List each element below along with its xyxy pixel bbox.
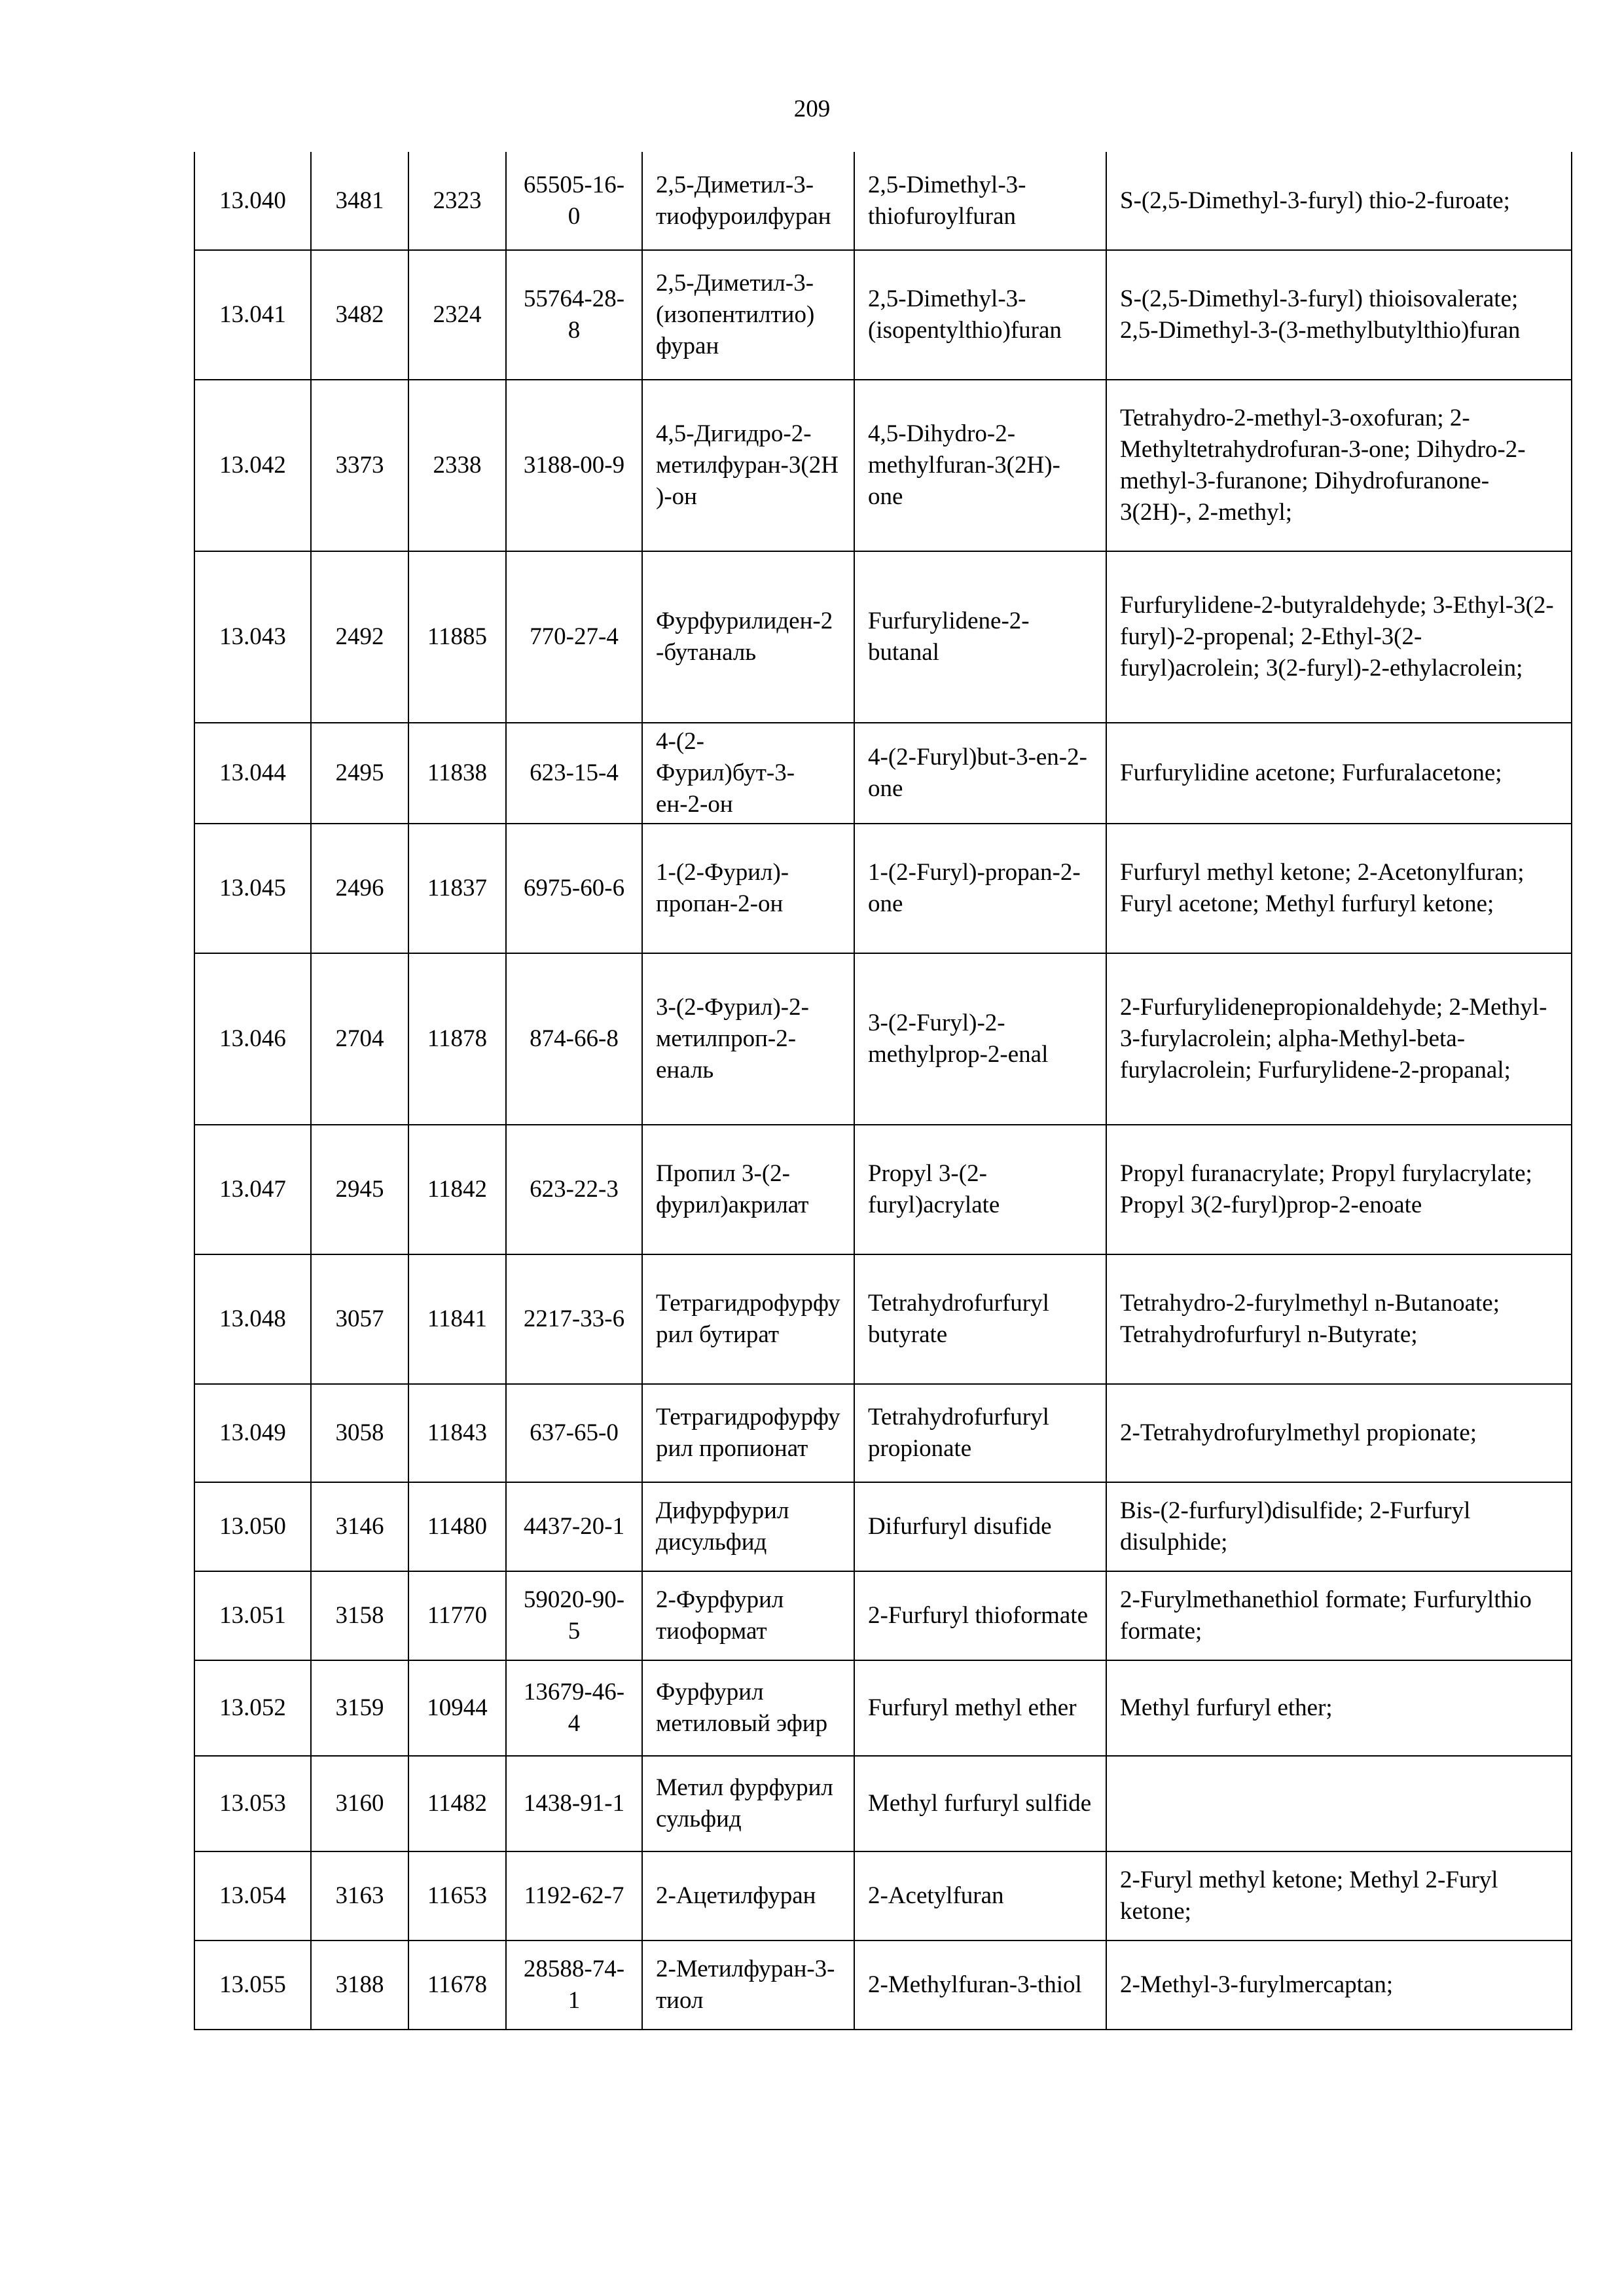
fl-number-cell: 13.046 (194, 953, 311, 1125)
russian-name-cell: 3-(2-Фурил)-2-метилпроп-2-еналь (642, 953, 854, 1125)
coe-number-cell: 11653 (408, 1851, 506, 1941)
fl-number-cell: 13.048 (194, 1254, 311, 1384)
coe-number-cell: 11480 (408, 1482, 506, 1571)
jecfa-number-cell: 2492 (311, 551, 408, 723)
english-name-cell: 3-(2-Furyl)-2-methylprop-2-enal (854, 953, 1106, 1125)
russian-name-cell: 4-(2-Фурил)бут-3-ен-2-он (642, 723, 854, 824)
russian-name-cell: 1-(2-Фурил)-пропан-2-он (642, 824, 854, 953)
cas-number-cell: 623-15-4 (506, 723, 642, 824)
coe-number-cell: 11885 (408, 551, 506, 723)
coe-number-cell: 11838 (408, 723, 506, 824)
cas-number-cell: 874-66-8 (506, 953, 642, 1125)
table-row (194, 152, 1572, 250)
synonyms-cell: 2-Furfurylidenepropionaldehyde; 2-Methyl-3-furylacrolein; alpha-Methyl-beta-furylacrolein; Furfurylidene-2-propanal; (1106, 953, 1572, 1125)
fl-number-cell: 13.041 (194, 250, 311, 380)
table-row (194, 1482, 1572, 1571)
coe-number-cell: 11841 (408, 1254, 506, 1384)
cas-number-cell: 59020-90-5 (506, 1571, 642, 1660)
cas-number-cell: 1192-62-7 (506, 1851, 642, 1941)
coe-number-cell: 2323 (408, 152, 506, 250)
jecfa-number-cell: 3158 (311, 1571, 408, 1660)
synonyms-cell: Furfurylidene-2-butyraldehyde; 3-Ethyl-3(2-furyl)-2-propenal; 2-Ethyl-3(2-furyl)acrolein; 3(2-furyl)-2-ethylacrolein; (1106, 551, 1572, 723)
synonyms-cell: Methyl furfuryl ether; (1106, 1660, 1572, 1756)
coe-number-cell: 11842 (408, 1125, 506, 1254)
table-row (194, 1125, 1572, 1254)
coe-number-cell: 2324 (408, 250, 506, 380)
english-name-cell: Furfurylidene-2-butanal (854, 551, 1106, 723)
synonyms-cell: 2-Tetrahydrofurylmethyl propionate; (1106, 1384, 1572, 1482)
english-name-cell: 2,5-Dimethyl-3-(isopentylthio)furan (854, 250, 1106, 380)
table-row (194, 1384, 1572, 1482)
russian-name-cell: Пропил 3-(2-фурил)акрилат (642, 1125, 854, 1254)
jecfa-number-cell: 2704 (311, 953, 408, 1125)
table-row (194, 824, 1572, 953)
table-row (194, 1756, 1572, 1851)
cas-number-cell: 623-22-3 (506, 1125, 642, 1254)
english-name-cell: Difurfuryl disufide (854, 1482, 1106, 1571)
english-name-cell: Furfuryl methyl ether (854, 1660, 1106, 1756)
jecfa-number-cell: 3057 (311, 1254, 408, 1384)
table-body (194, 152, 1572, 2030)
cas-number-cell: 6975-60-6 (506, 824, 642, 953)
synonyms-cell: 2-Furyl methyl ketone; Methyl 2-Furyl ketone; (1106, 1851, 1572, 1941)
fl-number-cell: 13.042 (194, 380, 311, 551)
fl-number-cell: 13.047 (194, 1125, 311, 1254)
english-name-cell: Tetrahydrofurfuryl butyrate (854, 1254, 1106, 1384)
synonyms-cell: Propyl furanacrylate; Propyl furylacrylate; Propyl 3(2-furyl)prop-2-enoate (1106, 1125, 1572, 1254)
table-row (194, 1660, 1572, 1756)
jecfa-number-cell: 3058 (311, 1384, 408, 1482)
synonyms-cell (1106, 1756, 1572, 1851)
fl-number-cell: 13.055 (194, 1941, 311, 2030)
coe-number-cell: 11843 (408, 1384, 506, 1482)
russian-name-cell: 2-Ацетилфуран (642, 1851, 854, 1941)
jecfa-number-cell: 3159 (311, 1660, 408, 1756)
english-name-cell: Propyl 3-(2-furyl)acrylate (854, 1125, 1106, 1254)
table-row (194, 723, 1572, 824)
coe-number-cell: 2338 (408, 380, 506, 551)
jecfa-number-cell: 3146 (311, 1482, 408, 1571)
cas-number-cell: 65505-16-0 (506, 152, 642, 250)
synonyms-cell: Tetrahydro-2-methyl-3-oxofuran; 2-Methyltetrahydrofuran-3-one; Dihydro-2-methyl-3-furanone; Dihydrofuranone-3(2H)-, 2-methyl; (1106, 380, 1572, 551)
cas-number-cell: 770-27-4 (506, 551, 642, 723)
english-name-cell: Methyl furfuryl sulfide (854, 1756, 1106, 1851)
table-row (194, 953, 1572, 1125)
russian-name-cell: Дифурфурил дисульфид (642, 1482, 854, 1571)
jecfa-number-cell: 3481 (311, 152, 408, 250)
coe-number-cell: 11770 (408, 1571, 506, 1660)
synonyms-cell: 2-Methyl-3-furylmercaptan; (1106, 1941, 1572, 2030)
english-name-cell: 4,5-Dihydro-2-methylfuran-3(2H)-one (854, 380, 1106, 551)
cas-number-cell: 13679-46-4 (506, 1660, 642, 1756)
fl-number-cell: 13.050 (194, 1482, 311, 1571)
russian-name-cell: Тетрагидрофурфурил бутират (642, 1254, 854, 1384)
russian-name-cell: 2,5-Диметил-3-тиофуроилфуран (642, 152, 854, 250)
synonyms-cell: S-(2,5-Dimethyl-3-furyl) thioisovalerate; 2,5-Dimethyl-3-(3-methylbutylthio)furan (1106, 250, 1572, 380)
fl-number-cell: 13.045 (194, 824, 311, 953)
cas-number-cell: 2217-33-6 (506, 1254, 642, 1384)
fl-number-cell: 13.044 (194, 723, 311, 824)
table-row (194, 1571, 1572, 1660)
fl-number-cell: 13.053 (194, 1756, 311, 1851)
fl-number-cell: 13.049 (194, 1384, 311, 1482)
english-name-cell: 2-Acetylfuran (854, 1851, 1106, 1941)
english-name-cell: 2-Methylfuran-3-thiol (854, 1941, 1106, 2030)
synonyms-cell: S-(2,5-Dimethyl-3-furyl) thio-2-furoate; (1106, 152, 1572, 250)
table-row (194, 551, 1572, 723)
coe-number-cell: 11482 (408, 1756, 506, 1851)
cas-number-cell: 4437-20-1 (506, 1482, 642, 1571)
english-name-cell: Tetrahydrofurfuryl propionate (854, 1384, 1106, 1482)
english-name-cell: 1-(2-Furyl)-propan-2-one (854, 824, 1106, 953)
cas-number-cell: 28588-74-1 (506, 1941, 642, 2030)
cas-number-cell: 1438-91-1 (506, 1756, 642, 1851)
jecfa-number-cell: 3188 (311, 1941, 408, 2030)
coe-number-cell: 11678 (408, 1941, 506, 2030)
fl-number-cell: 13.043 (194, 551, 311, 723)
coe-number-cell: 11878 (408, 953, 506, 1125)
table-row (194, 250, 1572, 380)
synonyms-cell: Furfuryl methyl ketone; 2-Acetonylfuran; Furyl acetone; Methyl furfuryl ketone; (1106, 824, 1572, 953)
table-row (194, 380, 1572, 551)
russian-name-cell: 2,5-Диметил-3-(изопентилтио) фуран (642, 250, 854, 380)
russian-name-cell: 2-Метилфуран-3-тиол (642, 1941, 854, 2030)
synonyms-cell: Tetrahydro-2-furylmethyl n-Butanoate; Tetrahydrofurfuryl n-Butyrate; (1106, 1254, 1572, 1384)
jecfa-number-cell: 3163 (311, 1851, 408, 1941)
page-number: 209 (793, 96, 831, 122)
english-name-cell: 2,5-Dimethyl-3-thiofuroylfuran (854, 152, 1106, 250)
coe-number-cell: 11837 (408, 824, 506, 953)
coe-number-cell: 10944 (408, 1660, 506, 1756)
jecfa-number-cell: 3482 (311, 250, 408, 380)
flavouring-substances-table (194, 152, 1572, 2030)
jecfa-number-cell: 3160 (311, 1756, 408, 1851)
jecfa-number-cell: 3373 (311, 380, 408, 551)
russian-name-cell: 4,5-Дигидро-2-метилфуран-3(2Н)-он (642, 380, 854, 551)
cas-number-cell: 637-65-0 (506, 1384, 642, 1482)
cas-number-cell: 55764-28-8 (506, 250, 642, 380)
russian-name-cell: Тетрагидрофурфурил пропионат (642, 1384, 854, 1482)
synonyms-cell: Bis-(2-furfuryl)disulfide; 2-Furfuryl disulphide; (1106, 1482, 1572, 1571)
table-row (194, 1254, 1572, 1384)
synonyms-cell: 2-Furylmethanethiol formate; Furfurylthio formate; (1106, 1571, 1572, 1660)
jecfa-number-cell: 2945 (311, 1125, 408, 1254)
jecfa-number-cell: 2496 (311, 824, 408, 953)
fl-number-cell: 13.052 (194, 1660, 311, 1756)
synonyms-cell: Furfurylidine acetone; Furfuralacetone; (1106, 723, 1572, 824)
russian-name-cell: Метил фурфурил сульфид (642, 1756, 854, 1851)
fl-number-cell: 13.054 (194, 1851, 311, 1941)
russian-name-cell: Фурфурил метиловый эфир (642, 1660, 854, 1756)
cas-number-cell: 3188-00-9 (506, 380, 642, 551)
fl-number-cell: 13.051 (194, 1571, 311, 1660)
english-name-cell: 2-Furfuryl thioformate (854, 1571, 1106, 1660)
table-row (194, 1851, 1572, 1941)
english-name-cell: 4-(2-Furyl)but-3-en-2-one (854, 723, 1106, 824)
jecfa-number-cell: 2495 (311, 723, 408, 824)
fl-number-cell: 13.040 (194, 152, 311, 250)
russian-name-cell: 2-Фурфурил тиоформат (642, 1571, 854, 1660)
table-row (194, 1941, 1572, 2030)
russian-name-cell: Фурфурилиден-2-бутаналь (642, 551, 854, 723)
